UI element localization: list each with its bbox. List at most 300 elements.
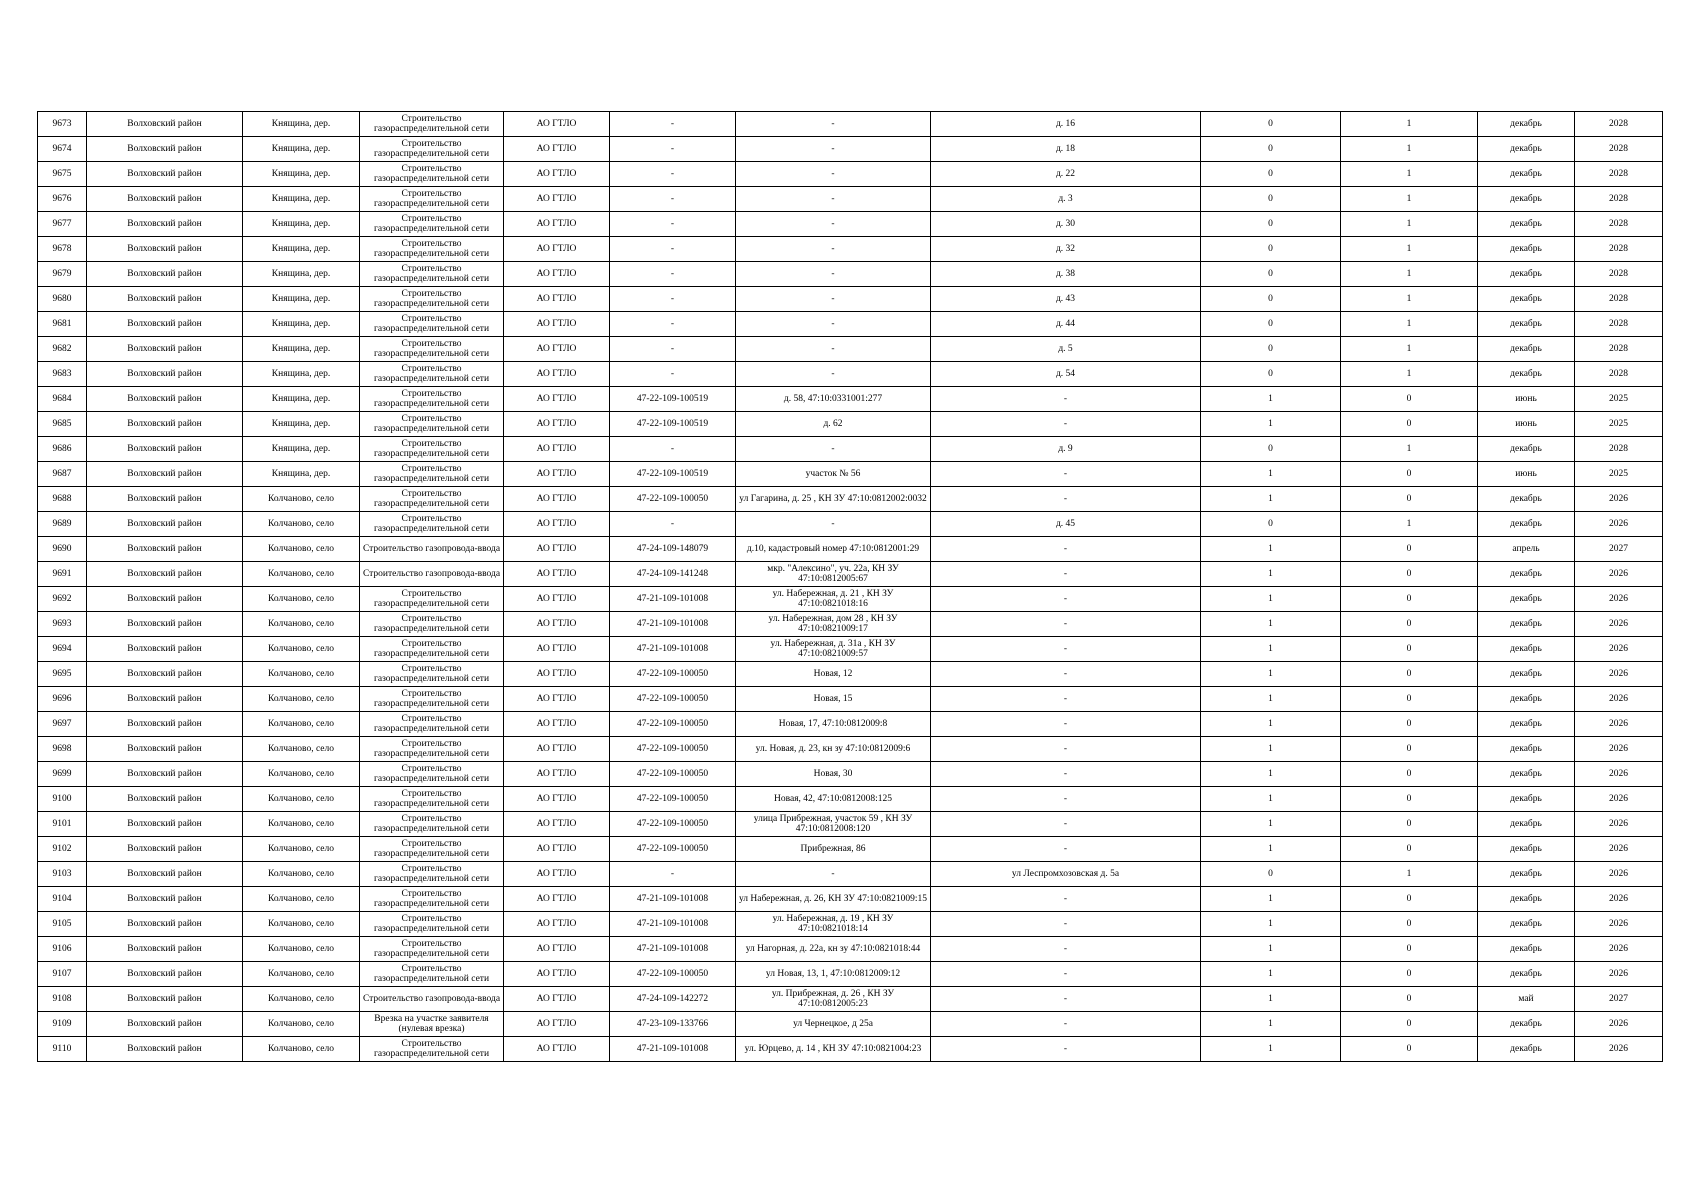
year-cell: 2028 (1575, 137, 1663, 162)
count-a-cell: 1 (1201, 762, 1341, 787)
application-number-cell: 47-22-109-100050 (610, 487, 736, 512)
settlement-cell: Колчаново, село (243, 587, 360, 612)
district-cell: Волховский район (87, 1037, 243, 1062)
count-b-cell: 1 (1341, 362, 1478, 387)
organization-cell: АО ГТЛО (504, 687, 610, 712)
table-row (38, 962, 1663, 987)
object-cell: - (931, 787, 1201, 812)
work-type-cell: Строительство газораспределительной сети (360, 912, 504, 937)
month-cell: май (1478, 987, 1575, 1012)
row-number-cell: 9681 (38, 312, 87, 337)
organization-cell: АО ГТЛО (504, 387, 610, 412)
address-cell: - (736, 437, 931, 462)
district-cell: Волховский район (87, 1012, 243, 1037)
count-a-cell: 0 (1201, 112, 1341, 137)
application-number-cell: 47-22-109-100050 (610, 662, 736, 687)
month-cell: декабрь (1478, 337, 1575, 362)
address-cell: - (736, 237, 931, 262)
application-number-cell: - (610, 312, 736, 337)
year-cell: 2026 (1575, 512, 1663, 537)
object-cell: д. 22 (931, 162, 1201, 187)
application-number-cell: - (610, 437, 736, 462)
year-cell: 2026 (1575, 587, 1663, 612)
month-cell: декабрь (1478, 862, 1575, 887)
table-row (38, 187, 1663, 212)
application-number-cell: 47-22-109-100050 (610, 812, 736, 837)
count-a-cell: 1 (1201, 837, 1341, 862)
settlement-cell: Колчаново, село (243, 762, 360, 787)
application-number-cell: 47-22-109-100519 (610, 412, 736, 437)
month-cell: декабрь (1478, 662, 1575, 687)
count-b-cell: 0 (1341, 637, 1478, 662)
row-number-cell: 9691 (38, 562, 87, 587)
table-row (38, 612, 1663, 637)
application-number-cell: 47-22-109-100050 (610, 737, 736, 762)
year-cell: 2028 (1575, 312, 1663, 337)
year-cell: 2025 (1575, 412, 1663, 437)
month-cell: декабрь (1478, 487, 1575, 512)
table-row (38, 387, 1663, 412)
month-cell: декабрь (1478, 712, 1575, 737)
district-cell: Волховский район (87, 662, 243, 687)
count-a-cell: 0 (1201, 237, 1341, 262)
district-cell: Волховский район (87, 862, 243, 887)
month-cell: декабрь (1478, 762, 1575, 787)
table-row (38, 237, 1663, 262)
settlement-cell: Колчаново, село (243, 537, 360, 562)
organization-cell: АО ГТЛО (504, 637, 610, 662)
count-a-cell: 1 (1201, 887, 1341, 912)
row-number-cell: 9678 (38, 237, 87, 262)
table-row (38, 937, 1663, 962)
district-cell: Волховский район (87, 712, 243, 737)
count-b-cell: 1 (1341, 112, 1478, 137)
year-cell: 2026 (1575, 662, 1663, 687)
organization-cell: АО ГТЛО (504, 1012, 610, 1037)
month-cell: декабрь (1478, 1012, 1575, 1037)
count-a-cell: 1 (1201, 787, 1341, 812)
year-cell: 2026 (1575, 712, 1663, 737)
year-cell: 2026 (1575, 937, 1663, 962)
object-cell: - (931, 662, 1201, 687)
table-row (38, 462, 1663, 487)
application-number-cell: - (610, 362, 736, 387)
settlement-cell: Княщина, дер. (243, 437, 360, 462)
organization-cell: АО ГТЛО (504, 137, 610, 162)
district-cell: Волховский район (87, 237, 243, 262)
month-cell: декабрь (1478, 162, 1575, 187)
work-type-cell: Строительство газораспределительной сети (360, 187, 504, 212)
address-cell: Новая, 17, 47:10:0812009:8 (736, 712, 931, 737)
table-row (38, 662, 1663, 687)
work-type-cell: Строительство газораспределительной сети (360, 412, 504, 437)
row-number-cell: 9695 (38, 662, 87, 687)
count-b-cell: 1 (1341, 862, 1478, 887)
year-cell: 2028 (1575, 187, 1663, 212)
object-cell: - (931, 487, 1201, 512)
object-cell: д. 9 (931, 437, 1201, 462)
settlement-cell: Княщина, дер. (243, 137, 360, 162)
work-type-cell: Врезка на участке заявителя (нулевая врезка) (360, 1012, 504, 1037)
work-type-cell: Строительство газораспределительной сети (360, 837, 504, 862)
count-a-cell: 1 (1201, 637, 1341, 662)
month-cell: декабрь (1478, 312, 1575, 337)
organization-cell: АО ГТЛО (504, 412, 610, 437)
month-cell: декабрь (1478, 637, 1575, 662)
month-cell: июнь (1478, 387, 1575, 412)
count-a-cell: 1 (1201, 412, 1341, 437)
application-number-cell: 47-22-109-100050 (610, 837, 736, 862)
table-body (38, 112, 1663, 1062)
object-cell: - (931, 912, 1201, 937)
table-row (38, 912, 1663, 937)
count-a-cell: 0 (1201, 212, 1341, 237)
settlement-cell: Колчаново, село (243, 687, 360, 712)
object-cell: - (931, 962, 1201, 987)
table-row (38, 287, 1663, 312)
address-cell: - (736, 262, 931, 287)
district-cell: Волховский район (87, 312, 243, 337)
address-cell: Новая, 30 (736, 762, 931, 787)
object-cell: - (931, 687, 1201, 712)
count-a-cell: 1 (1201, 462, 1341, 487)
year-cell: 2026 (1575, 962, 1663, 987)
address-cell: ул. Набережная, д. 19 , КН ЗУ 47:10:0821018:14 (736, 912, 931, 937)
address-cell: ул. Набережная, дом 28 , КН ЗУ 47:10:0821009:17 (736, 612, 931, 637)
address-cell: мкр. "Алексино", уч. 22а, КН ЗУ 47:10:0812005:67 (736, 562, 931, 587)
table-row (38, 1037, 1663, 1062)
district-cell: Волховский район (87, 962, 243, 987)
organization-cell: АО ГТЛО (504, 662, 610, 687)
settlement-cell: Княщина, дер. (243, 412, 360, 437)
work-type-cell: Строительство газопровода-ввода (360, 537, 504, 562)
organization-cell: АО ГТЛО (504, 987, 610, 1012)
application-number-cell: 47-22-109-100519 (610, 387, 736, 412)
application-number-cell: 47-22-109-100050 (610, 712, 736, 737)
work-type-cell: Строительство газораспределительной сети (360, 887, 504, 912)
count-b-cell: 1 (1341, 337, 1478, 362)
settlement-cell: Княщина, дер. (243, 387, 360, 412)
object-cell: - (931, 887, 1201, 912)
table-row (38, 112, 1663, 137)
table-row (38, 262, 1663, 287)
work-type-cell: Строительство газораспределительной сети (360, 212, 504, 237)
month-cell: декабрь (1478, 612, 1575, 637)
organization-cell: АО ГТЛО (504, 287, 610, 312)
count-a-cell: 0 (1201, 362, 1341, 387)
row-number-cell: 9697 (38, 712, 87, 737)
settlement-cell: Колчаново, село (243, 487, 360, 512)
count-a-cell: 1 (1201, 1037, 1341, 1062)
settlement-cell: Княщина, дер. (243, 162, 360, 187)
organization-cell: АО ГТЛО (504, 437, 610, 462)
work-type-cell: Строительство газораспределительной сети (360, 362, 504, 387)
address-cell: ул Чернецкое, д 25а (736, 1012, 931, 1037)
year-cell: 2028 (1575, 237, 1663, 262)
organization-cell: АО ГТЛО (504, 462, 610, 487)
object-cell: д. 54 (931, 362, 1201, 387)
count-a-cell: 0 (1201, 262, 1341, 287)
application-number-cell: 47-22-109-100050 (610, 687, 736, 712)
address-cell: д. 62 (736, 412, 931, 437)
settlement-cell: Колчаново, село (243, 837, 360, 862)
month-cell: декабрь (1478, 137, 1575, 162)
count-a-cell: 1 (1201, 612, 1341, 637)
table-row (38, 412, 1663, 437)
district-cell: Волховский район (87, 637, 243, 662)
work-type-cell: Строительство газораспределительной сети (360, 162, 504, 187)
table-row (38, 1012, 1663, 1037)
work-type-cell: Строительство газораспределительной сети (360, 687, 504, 712)
count-b-cell: 0 (1341, 537, 1478, 562)
count-b-cell: 0 (1341, 612, 1478, 637)
count-a-cell: 0 (1201, 137, 1341, 162)
table-row (38, 787, 1663, 812)
work-type-cell: Строительство газораспределительной сети (360, 962, 504, 987)
application-number-cell: - (610, 337, 736, 362)
count-b-cell: 0 (1341, 487, 1478, 512)
table-row (38, 537, 1663, 562)
count-b-cell: 0 (1341, 987, 1478, 1012)
year-cell: 2026 (1575, 887, 1663, 912)
settlement-cell: Княщина, дер. (243, 362, 360, 387)
table-row (38, 737, 1663, 762)
address-cell: - (736, 187, 931, 212)
object-cell: - (931, 612, 1201, 637)
table-row (38, 812, 1663, 837)
application-number-cell: 47-21-109-101008 (610, 937, 736, 962)
address-cell: ул Гагарина, д. 25 , КН ЗУ 47:10:0812002:0032 (736, 487, 931, 512)
count-a-cell: 1 (1201, 662, 1341, 687)
work-type-cell: Строительство газораспределительной сети (360, 762, 504, 787)
month-cell: декабрь (1478, 262, 1575, 287)
row-number-cell: 9101 (38, 812, 87, 837)
settlement-cell: Колчаново, село (243, 662, 360, 687)
count-b-cell: 1 (1341, 162, 1478, 187)
table-row (38, 587, 1663, 612)
count-b-cell: 1 (1341, 312, 1478, 337)
organization-cell: АО ГТЛО (504, 712, 610, 737)
count-a-cell: 1 (1201, 537, 1341, 562)
object-cell: - (931, 412, 1201, 437)
count-a-cell: 1 (1201, 812, 1341, 837)
work-type-cell: Строительство газораспределительной сети (360, 937, 504, 962)
address-cell: ул. Набережная, д. 31а , КН ЗУ 47:10:0821009:57 (736, 637, 931, 662)
year-cell: 2028 (1575, 287, 1663, 312)
organization-cell: АО ГТЛО (504, 312, 610, 337)
settlement-cell: Княщина, дер. (243, 287, 360, 312)
row-number-cell: 9686 (38, 437, 87, 462)
count-b-cell: 1 (1341, 237, 1478, 262)
count-a-cell: 0 (1201, 337, 1341, 362)
address-cell: - (736, 337, 931, 362)
organization-cell: АО ГТЛО (504, 512, 610, 537)
organization-cell: АО ГТЛО (504, 887, 610, 912)
settlement-cell: Колчаново, село (243, 962, 360, 987)
object-cell: - (931, 637, 1201, 662)
table-row (38, 337, 1663, 362)
address-cell: - (736, 312, 931, 337)
table-row (38, 837, 1663, 862)
settlement-cell: Княщина, дер. (243, 212, 360, 237)
settlement-cell: Колчаново, село (243, 987, 360, 1012)
table-row (38, 437, 1663, 462)
row-number-cell: 9679 (38, 262, 87, 287)
settlement-cell: Колчаново, село (243, 862, 360, 887)
count-b-cell: 0 (1341, 587, 1478, 612)
work-type-cell: Строительство газораспределительной сети (360, 262, 504, 287)
count-b-cell: 1 (1341, 512, 1478, 537)
year-cell: 2028 (1575, 212, 1663, 237)
organization-cell: АО ГТЛО (504, 587, 610, 612)
object-cell: д. 18 (931, 137, 1201, 162)
data-table (37, 111, 1663, 1062)
table-row (38, 362, 1663, 387)
count-b-cell: 0 (1341, 737, 1478, 762)
application-number-cell: 47-21-109-101008 (610, 587, 736, 612)
year-cell: 2026 (1575, 787, 1663, 812)
month-cell: декабрь (1478, 212, 1575, 237)
settlement-cell: Княщина, дер. (243, 312, 360, 337)
year-cell: 2027 (1575, 537, 1663, 562)
year-cell: 2026 (1575, 687, 1663, 712)
count-a-cell: 1 (1201, 737, 1341, 762)
month-cell: декабрь (1478, 937, 1575, 962)
year-cell: 2027 (1575, 987, 1663, 1012)
work-type-cell: Строительство газопровода-ввода (360, 987, 504, 1012)
row-number-cell: 9685 (38, 412, 87, 437)
work-type-cell: Строительство газораспределительной сети (360, 487, 504, 512)
count-b-cell: 0 (1341, 887, 1478, 912)
district-cell: Волховский район (87, 987, 243, 1012)
count-a-cell: 0 (1201, 287, 1341, 312)
application-number-cell: 47-24-109-148079 (610, 537, 736, 562)
organization-cell: АО ГТЛО (504, 762, 610, 787)
month-cell: декабрь (1478, 912, 1575, 937)
address-cell: Новая, 12 (736, 662, 931, 687)
count-b-cell: 0 (1341, 837, 1478, 862)
settlement-cell: Княщина, дер. (243, 462, 360, 487)
settlement-cell: Княщина, дер. (243, 237, 360, 262)
count-a-cell: 0 (1201, 187, 1341, 212)
district-cell: Волховский район (87, 687, 243, 712)
settlement-cell: Колчаново, село (243, 737, 360, 762)
count-a-cell: 0 (1201, 162, 1341, 187)
address-cell: Прибрежная, 86 (736, 837, 931, 862)
district-cell: Волховский район (87, 212, 243, 237)
work-type-cell: Строительство газораспределительной сети (360, 712, 504, 737)
count-b-cell: 0 (1341, 462, 1478, 487)
application-number-cell: - (610, 162, 736, 187)
work-type-cell: Строительство газораспределительной сети (360, 787, 504, 812)
object-cell: - (931, 1012, 1201, 1037)
object-cell: - (931, 1037, 1201, 1062)
table-row (38, 162, 1663, 187)
application-number-cell: - (610, 112, 736, 137)
address-cell: Новая, 15 (736, 687, 931, 712)
row-number-cell: 9102 (38, 837, 87, 862)
month-cell: декабрь (1478, 687, 1575, 712)
year-cell: 2026 (1575, 812, 1663, 837)
object-cell: д. 5 (931, 337, 1201, 362)
district-cell: Волховский район (87, 812, 243, 837)
count-a-cell: 0 (1201, 312, 1341, 337)
settlement-cell: Колчаново, село (243, 937, 360, 962)
row-number-cell: 9108 (38, 987, 87, 1012)
year-cell: 2026 (1575, 762, 1663, 787)
address-cell: ул Нагорная, д. 22а, кн зу 47:10:0821018:44 (736, 937, 931, 962)
object-cell: - (931, 812, 1201, 837)
work-type-cell: Строительство газораспределительной сети (360, 387, 504, 412)
month-cell: декабрь (1478, 1037, 1575, 1062)
count-a-cell: 1 (1201, 712, 1341, 737)
address-cell: - (736, 862, 931, 887)
table-row (38, 212, 1663, 237)
month-cell: декабрь (1478, 512, 1575, 537)
table-row (38, 687, 1663, 712)
object-cell: - (931, 587, 1201, 612)
district-cell: Волховский район (87, 587, 243, 612)
organization-cell: АО ГТЛО (504, 112, 610, 137)
application-number-cell: - (610, 862, 736, 887)
year-cell: 2028 (1575, 437, 1663, 462)
row-number-cell: 9692 (38, 587, 87, 612)
object-cell: - (931, 987, 1201, 1012)
row-number-cell: 9675 (38, 162, 87, 187)
object-cell: д. 30 (931, 212, 1201, 237)
row-number-cell: 9683 (38, 362, 87, 387)
month-cell: июнь (1478, 462, 1575, 487)
organization-cell: АО ГТЛО (504, 487, 610, 512)
work-type-cell: Строительство газораспределительной сети (360, 512, 504, 537)
table-row (38, 887, 1663, 912)
row-number-cell: 9684 (38, 387, 87, 412)
district-cell: Волховский район (87, 387, 243, 412)
organization-cell: АО ГТЛО (504, 787, 610, 812)
district-cell: Волховский район (87, 162, 243, 187)
district-cell: Волховский район (87, 462, 243, 487)
object-cell: - (931, 537, 1201, 562)
object-cell: д. 44 (931, 312, 1201, 337)
row-number-cell: 9688 (38, 487, 87, 512)
organization-cell: АО ГТЛО (504, 837, 610, 862)
row-number-cell: 9110 (38, 1037, 87, 1062)
organization-cell: АО ГТЛО (504, 862, 610, 887)
object-cell: - (931, 562, 1201, 587)
work-type-cell: Строительство газораспределительной сети (360, 1037, 504, 1062)
count-a-cell: 1 (1201, 962, 1341, 987)
row-number-cell: 9677 (38, 212, 87, 237)
row-number-cell: 9109 (38, 1012, 87, 1037)
month-cell: декабрь (1478, 437, 1575, 462)
row-number-cell: 9676 (38, 187, 87, 212)
address-cell: участок № 56 (736, 462, 931, 487)
year-cell: 2026 (1575, 912, 1663, 937)
row-number-cell: 9104 (38, 887, 87, 912)
application-number-cell: 47-22-109-100050 (610, 762, 736, 787)
count-b-cell: 1 (1341, 287, 1478, 312)
table-row (38, 712, 1663, 737)
object-cell: - (931, 937, 1201, 962)
district-cell: Волховский район (87, 912, 243, 937)
count-b-cell: 0 (1341, 387, 1478, 412)
work-type-cell: Строительство газораспределительной сети (360, 137, 504, 162)
month-cell: июнь (1478, 412, 1575, 437)
organization-cell: АО ГТЛО (504, 162, 610, 187)
month-cell: декабрь (1478, 362, 1575, 387)
settlement-cell: Колчаново, село (243, 812, 360, 837)
year-cell: 2028 (1575, 162, 1663, 187)
